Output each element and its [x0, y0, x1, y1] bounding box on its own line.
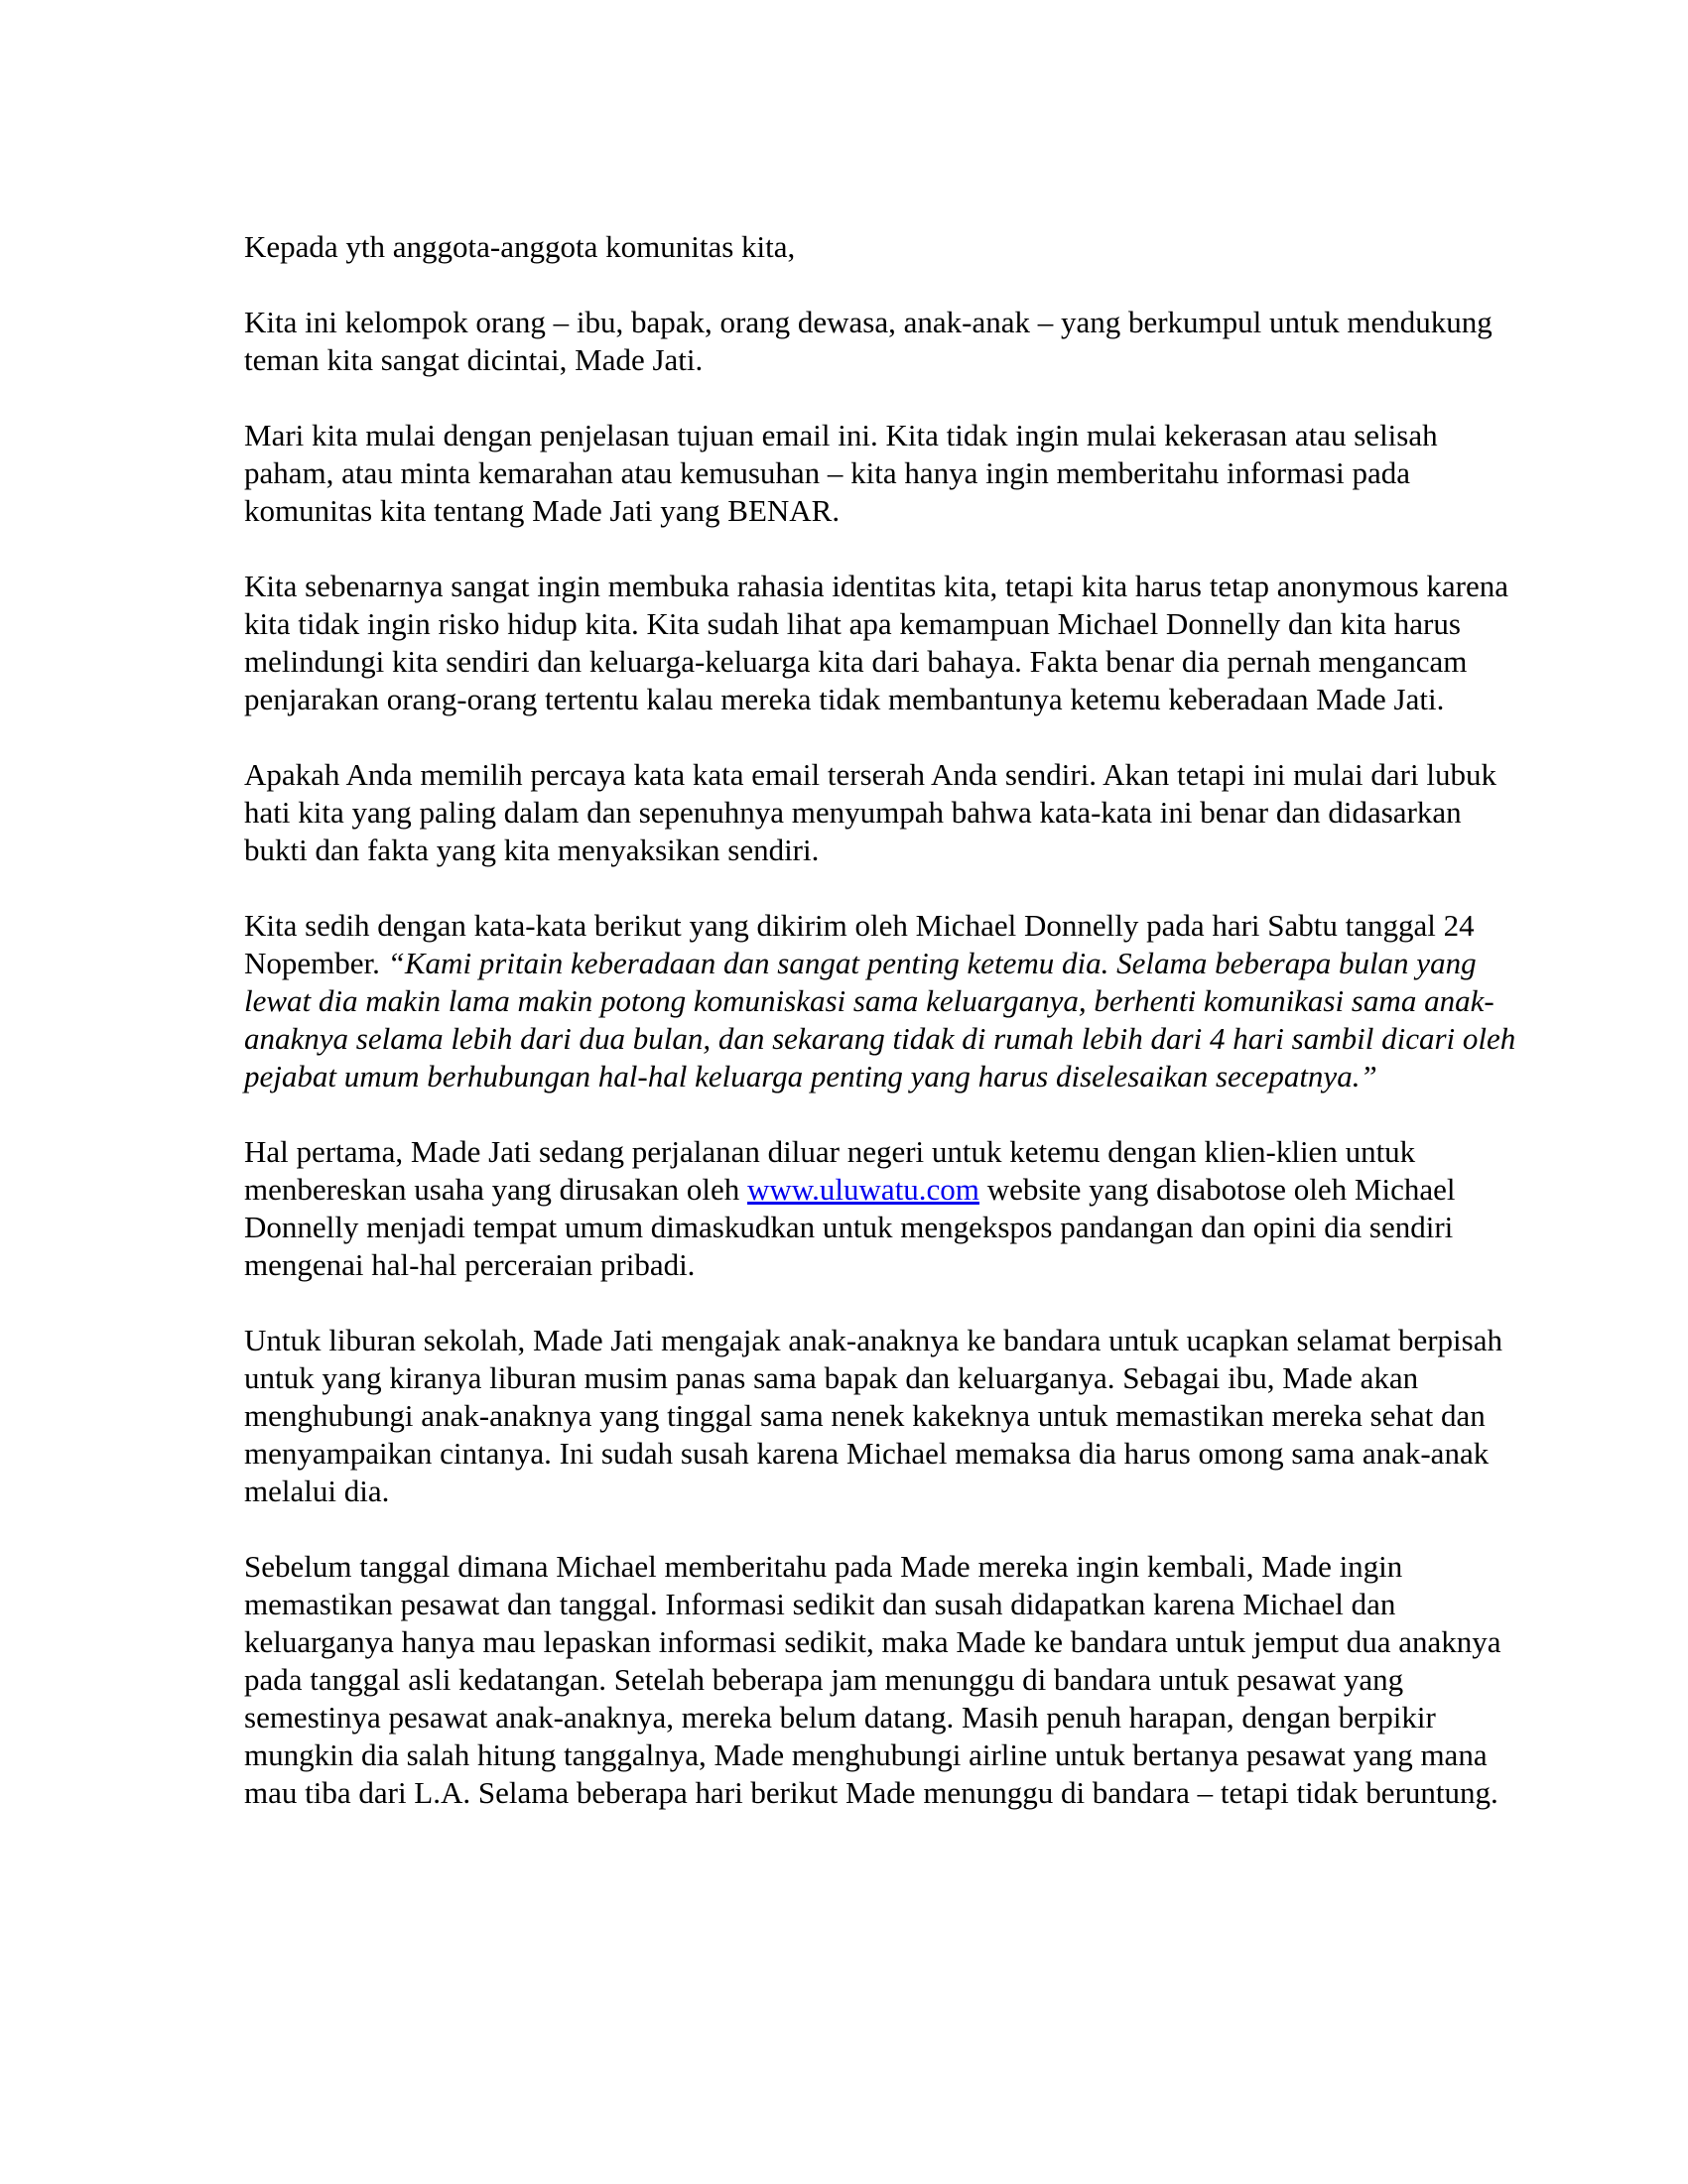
paragraph-intro: Kita ini kelompok orang – ibu, bapak, orang dewasa, anak-anak – yang berkumpul untuk mendukung teman kita sangat dicintai, Made Jati. — [244, 305, 1493, 377]
paragraph-holiday: Untuk liburan sekolah, Made Jati mengajak anak-anaknya ke bandara untuk ucapkan selamat berpisah untuk yang kiranya liburan musim panas sama bapak dan keluarganya. Sebagai ibu, Made akan menghubungi anak-anaknya yang tinggal sama nenek kakeknya untuk memastikan mereka sehat dan menyampaikan cintanya. Ini sudah susah karena Michael memaksa dia harus omong sama anak-anak melalui dia. — [244, 1323, 1502, 1508]
quote-intro-text: Kita sedih dengan kata-kata berikut yang dikirim oleh Michael Donnelly pada hari Sabtu tanggal 24 Nopember. — [244, 908, 1475, 980]
salutation: Kepada yth anggota-anggota komunitas kita, — [244, 229, 796, 264]
paragraph-purpose: Mari kita mulai dengan penjelasan tujuan email ini. Kita tidak ingin mulai kekerasan atau selisah paham, atau minta kemarahan atau kemusuhan – kita hanya ingin memberitahu informasi pada komunitas kita tentang Made Jati yang BENAR. — [244, 418, 1438, 528]
paragraph-airport: Sebelum tanggal dimana Michael memberitahu pada Made mereka ingin kembali, Made ingin memastikan pesawat dan tanggal. Informasi sedikit dan susah didapatkan karena Michael dan keluarganya hanya mau lepaskan informasi sedikit, maka Made ke bandara untuk jemput dua anaknya pada tanggal asli kedatangan. Setelah beberapa jam menunggu di bandara untuk pesawat yang semestinya pesawat anak-anaknya, mereka belum datang. Masih penuh harapan, dengan berpikir mungkin dia salah hitung tanggalnya, Made menghubungi airline untuk bertanya pesawat yang mana mau tiba dari L.A. Selama beberapa hari berikut Made menunggu di bandara – tetapi tidak beruntung. — [244, 1549, 1501, 1810]
website-link[interactable]: www.uluwatu.com — [747, 1172, 979, 1207]
quoted-statement: “Kami pritain keberadaan dan sangat penting ketemu dia. Selama beberapa bulan yang lewat dia makin lama makin potong komuniskasi sama keluarganya, berhenti komunikasi sama anak-anaknya selama lebih dari dua bulan, dan sekarang tidak di rumah lebih dari 4 hari sambil dicari oleh pejabat umum berhubungan hal-hal keluarga penting yang harus diselesaikan secepatnya.” — [244, 946, 1516, 1093]
paragraph-travel — [244, 1133, 1524, 1284]
paragraph-quote — [244, 907, 1524, 1095]
letter-body — [244, 228, 1524, 1850]
travel-text-before: Hal pertama, Made Jati sedang perjalanan diluar negeri untuk ketemu dengan klien-klien untuk menbereskan usaha yang dirusakan oleh — [244, 1134, 1416, 1207]
travel-text-after: website yang disabotose oleh Michael Donnelly menjadi tempat umum dimaskudkan untuk mengekspos pandangan dan opini dia sendiri mengenai hal-hal perceraian pribadi. — [244, 1172, 1456, 1282]
paragraph-belief: Apakah Anda memilih percaya kata kata email terserah Anda sendiri. Akan tetapi ini mulai dari lubuk hati kita yang paling dalam dan sepenuhnya menyumpah bahwa kata-kata ini benar dan didasarkan bukti dan fakta yang kita menyaksikan sendiri. — [244, 757, 1496, 867]
paragraph-anonymity: Kita sebenarnya sangat ingin membuka rahasia identitas kita, tetapi kita harus tetap anonymous karena kita tidak ingin risko hidup kita. Kita sudah lihat apa kemampuan Michael Donnelly dan kita harus melindungi kita sendiri dan keluarga-keluarga kita dari bahaya. Fakta benar dia pernah mengancam penjarakan orang-orang tertentu kalau mereka tidak membantunya ketemu keberadaan Made Jati. — [244, 569, 1509, 716]
